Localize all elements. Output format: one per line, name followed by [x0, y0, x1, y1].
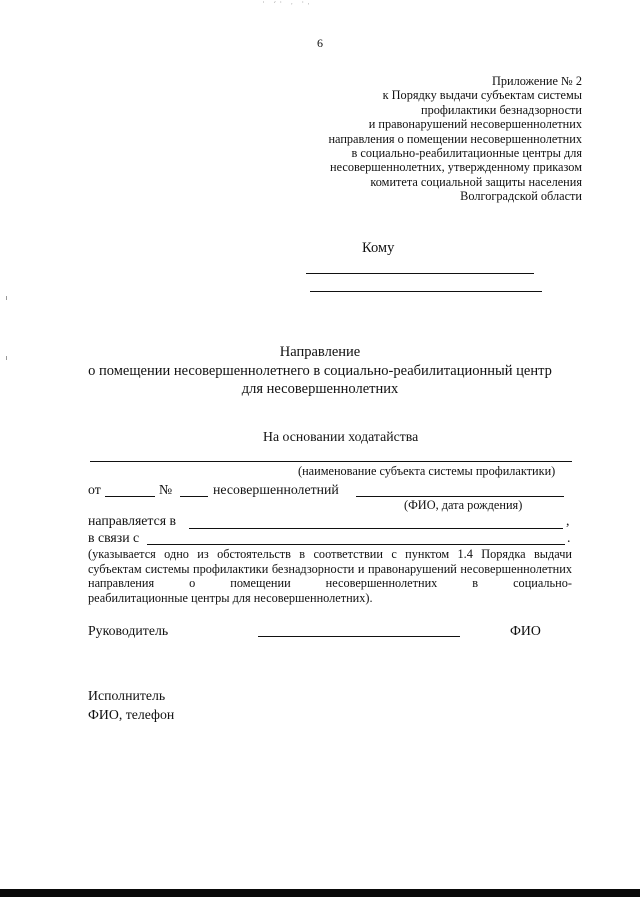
minor-label: несовершеннолетний — [213, 482, 339, 497]
directed-end: , — [566, 513, 570, 528]
reason-note-end: реабилитационные центры для несовершеннолетних). — [88, 591, 373, 605]
appendix-line: несовершеннолетних, утвержденному приказом — [330, 160, 582, 175]
executor-label: Исполнитель — [88, 688, 166, 703]
document-subtitle: о помещении несовершеннолетнего в социально-реабилитационный центр — [88, 363, 552, 379]
basis-label: На основании ходатайства — [263, 429, 419, 444]
scan-edge — [0, 889, 640, 897]
document-title: Направление — [279, 344, 361, 360]
subject-caption: (наименование субъекта системы профилактики) — [298, 464, 556, 478]
appendix-line: профилактики безнадзорности — [421, 102, 582, 117]
scan-specks: ˙ ˊ˙ ˑ ˙ˑ — [262, 0, 313, 10]
from-label: от — [88, 482, 101, 497]
reason-line[interactable] — [147, 544, 565, 545]
fio-caption: (ФИО, дата рождения) — [404, 498, 523, 512]
number-line[interactable] — [180, 496, 208, 497]
directed-line[interactable] — [189, 528, 563, 529]
appendix-line: направления о помещении несовершеннолетних — [328, 131, 582, 146]
number-label: № — [159, 482, 173, 497]
addressee-line-2[interactable] — [310, 291, 542, 292]
head-label: Руководитель — [88, 623, 169, 638]
addressee-label: Кому — [362, 240, 395, 256]
appendix-line: Волгоградской области — [460, 189, 582, 204]
appendix-line: в социально-реабилитационные центры для — [351, 146, 582, 161]
appendix-line: Приложение № 2 — [491, 74, 582, 88]
document-subtitle-2: для несовершеннолетних — [241, 381, 399, 397]
appendix-line: комитета социальной защиты населения — [370, 174, 582, 189]
margin-mark — [6, 296, 7, 300]
reason-label: в связи с — [88, 530, 140, 545]
addressee-line-1[interactable] — [306, 273, 534, 274]
executor-contact: ФИО, телефон — [88, 707, 175, 722]
date-line[interactable] — [105, 496, 155, 497]
head-fio-label: ФИО — [510, 623, 541, 638]
reason-note: (указывается одно из обстоятельств в соответствии с пунктом 1.4 Порядка выдачи субъектам системы профилактики безнадзорности и правонарушений несовершеннолетних направления о помещении несовершеннолетних в социально- — [88, 547, 572, 591]
appendix-line: и правонарушений несовершеннолетних — [368, 117, 582, 132]
signature-line[interactable] — [258, 636, 460, 637]
directed-label: направляется в — [88, 513, 177, 528]
page-number: 6 — [317, 36, 323, 50]
subject-line[interactable] — [90, 461, 572, 462]
minor-fio-line[interactable] — [356, 496, 564, 497]
reason-end: . — [567, 530, 571, 545]
appendix-header — [328, 74, 582, 204]
appendix-line: к Порядку выдачи субъектам системы — [382, 88, 582, 103]
